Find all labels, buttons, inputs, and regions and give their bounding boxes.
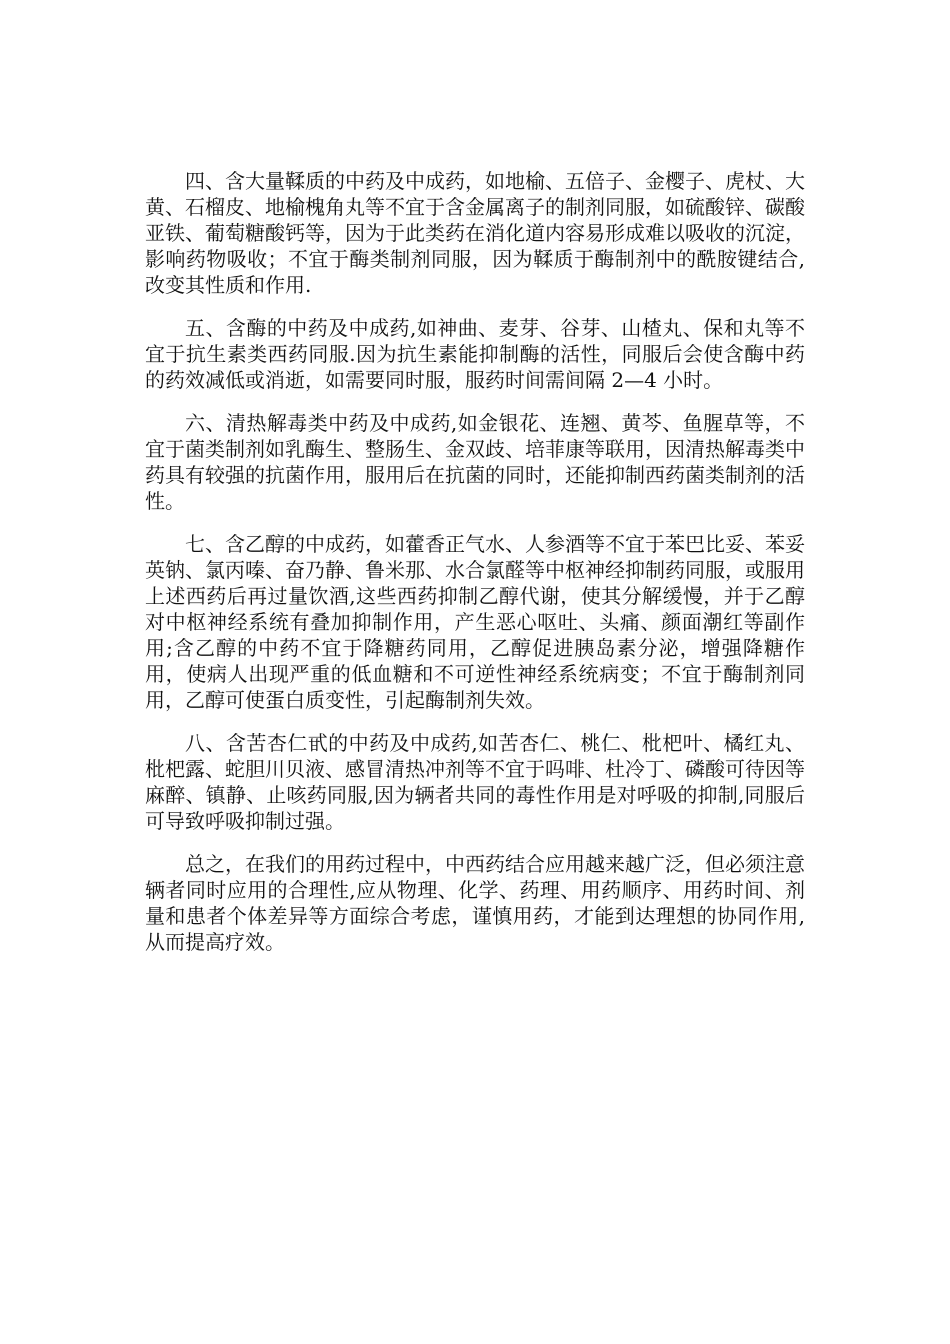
document-body bbox=[145, 168, 805, 972]
paragraph-tannin: 四、含大量鞣质的中药及中成药，如地榆、五倍子、金樱子、虎杖、大黄、石榴皮、地榆槐角丸等不宜于含金属离子的制剂同服，如硫酸锌、碳酸亚铁、葡萄糖酸钙等，因为于此类药在消化道内容易形成难以吸收的沉淀，影响药物吸收；不宜于酶类制剂同服，因为鞣质于酶制剂中的酰胺键结合,改变其性质和作用. bbox=[145, 169, 805, 297]
paragraph-amygdalin: 八、含苦杏仁甙的中药及中成药,如苦杏仁、桃仁、枇杷叶、橘红丸、枇杷露、蛇胆川贝液、感冒清热冲剂等不宜于吗啡、杜冷丁、磷酸可待因等麻醉、镇静、止咳药同服,因为辆者共同的毒性作用是对呼吸的抑制,同服后可导致呼吸抑制过强。 bbox=[145, 731, 805, 833]
paragraph-heat-clearing: 六、清热解毒类中药及中成药,如金银花、连翘、黄芩、鱼腥草等，不宜于菌类制剂如乳酶生、整肠生、金双歧、培菲康等联用，因清热解毒类中药具有较强的抗菌作用，服用后在抗菌的同时，还能抑制西药菌类制剂的活性。 bbox=[145, 411, 805, 513]
paragraph-ethanol: 七、含乙醇的中成药，如藿香正气水、人参酒等不宜于苯巴比妥、苯妥英钠、氯丙嗪、奋乃静、鲁米那、水合氯醛等中枢神经抑制药同服，或服用上述西药后再过量饮酒,这些西药抑制乙醇代谢，使其分解缓慢，并于乙醇对中枢神经系统有叠加抑制作用，产生恶心呕吐、头痛、颜面潮红等副作用;含乙醇的中药不宜于降糖药同用，乙醇促进胰岛素分泌，增强降糖作用，使病人出现严重的低血糖和不可逆性神经系统病变；不宜于酶制剂同用，乙醇可使蛋白质变性，引起酶制剂失效。 bbox=[145, 532, 805, 712]
paragraph-conclusion: 总之，在我们的用药过程中，中西药结合应用越来越广泛，但必须注意辆者同时应用的合理性,应从物理、化学、药理、用药顺序、用药时间、剂量和患者个体差异等方面综合考虑，谨慎用药，才能到达理想的协同作用,从而提高疗效。 bbox=[145, 852, 805, 954]
paragraph-enzyme: 五、含酶的中药及中成药,如神曲、麦芽、谷芽、山楂丸、保和丸等不宜于抗生素类西药同服.因为抗生素能抑制酶的活性，同服后会使含酶中药的药效减低或消逝，如需要同时服，服药时间需间隔 2—4 小时。 bbox=[145, 316, 805, 392]
